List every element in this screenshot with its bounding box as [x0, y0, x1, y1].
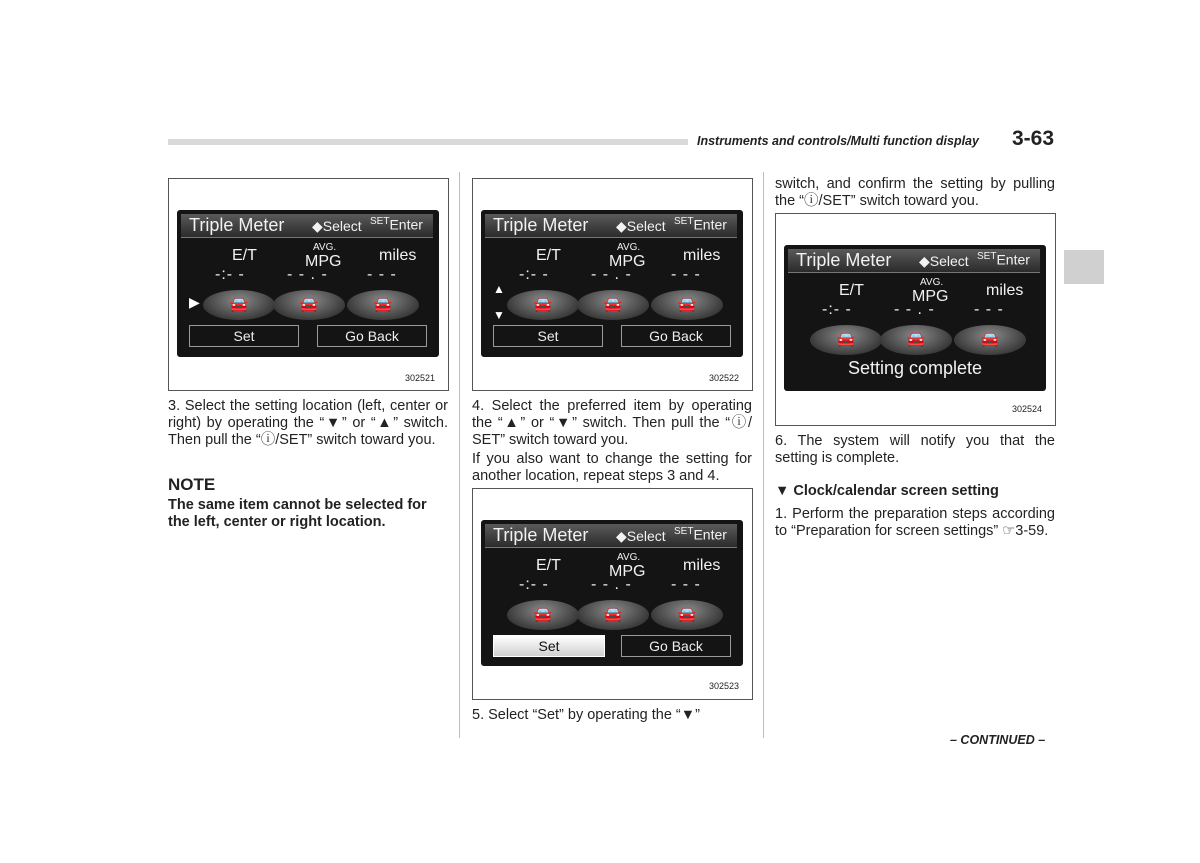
value-right: - - -: [671, 576, 701, 593]
fuel-car-icon: 🚘: [577, 290, 649, 320]
select-hint: ◆Select: [616, 218, 666, 234]
figure-302524: [775, 213, 1056, 426]
label-avg: AVG.: [920, 277, 944, 288]
value-center: - - . -: [894, 301, 935, 318]
section-heading: ▼ Clock/calendar screen setting: [775, 483, 999, 499]
screen-title-bar: [788, 249, 1040, 273]
step-4-text: 4. Select the preferred item by operating the “▲” or “▼” switch. Then pull the “ⓘ/ SET” switch toward you.: [472, 398, 752, 448]
label-et: E/T: [536, 557, 561, 574]
figure-code: 302521: [405, 373, 436, 383]
enter-hint: $^{SET}$Enter: [674, 216, 727, 233]
value-left: -:- -: [822, 301, 852, 318]
step-5-continuation: switch, and confirm the setting by pulling the “ⓘ/SET” switch toward you.: [775, 176, 1055, 209]
label-et: E/T: [839, 282, 864, 299]
display-screen: [784, 245, 1046, 391]
select-hint: ◆Select: [312, 218, 362, 234]
go-back-button: Go Back: [317, 325, 427, 347]
trip-car-icon: 🚘: [651, 600, 723, 630]
fuel-car-icon: 🚘: [880, 325, 952, 355]
step-6-text: 6. The system will notify you that the setting is complete.: [775, 433, 1055, 466]
value-right: - - -: [367, 266, 397, 283]
setting-complete-message: Setting complete: [847, 358, 983, 378]
clock-car-icon: 🚘: [203, 290, 275, 320]
page-number: 3-63: [1012, 127, 1055, 150]
label-et: E/T: [232, 247, 257, 264]
updown-icon: ◆: [616, 528, 627, 544]
label-avg: AVG.: [617, 552, 641, 563]
updown-icon: ◆: [312, 218, 323, 234]
label-miles: miles: [683, 557, 721, 574]
display-screen: [481, 210, 743, 357]
set-button: Set: [189, 325, 299, 347]
fuel-car-icon: 🚘: [577, 600, 649, 630]
arrow-up-icon: ▲: [493, 282, 505, 296]
chapter-thumb-tab: [1064, 250, 1104, 284]
figure-302522: [472, 178, 753, 391]
clock-car-icon: 🚘: [507, 290, 579, 320]
figure-code: 302522: [709, 373, 740, 383]
select-hint: ◆Select: [616, 528, 666, 544]
figure-302523: [472, 488, 753, 700]
trip-car-icon: 🚘: [954, 325, 1026, 355]
value-center: - - . -: [591, 576, 632, 593]
note-body: The same item cannot be selected for the left, center or right location.: [168, 497, 427, 530]
arrow-down-icon: ▼: [493, 308, 505, 322]
column-divider-2: [763, 172, 764, 738]
display-screen: [177, 210, 439, 357]
screen-title: Triple Meter: [493, 215, 589, 235]
note-heading: NOTE: [168, 475, 216, 494]
set-button-highlighted: Set: [493, 635, 605, 657]
figure-code: 302523: [709, 681, 740, 691]
figure-302521: [168, 178, 449, 391]
screen-title: Triple Meter: [493, 525, 589, 545]
value-center: - - . -: [287, 266, 328, 283]
label-mpg: MPG: [305, 253, 342, 270]
trip-car-icon: 🚘: [651, 290, 723, 320]
value-center: - - . -: [591, 266, 632, 283]
clock-car-icon: 🚘: [507, 600, 579, 630]
label-mpg: MPG: [609, 563, 646, 580]
arrow-right-icon: ▶: [189, 294, 200, 310]
label-mpg: MPG: [609, 253, 646, 270]
continued-label: – CONTINUED –: [950, 733, 1046, 747]
label-avg: AVG.: [313, 242, 337, 253]
screen-title-bar: [181, 214, 433, 238]
set-button: Set: [493, 325, 603, 347]
screen-title-bar: [485, 524, 737, 548]
repeat-steps-text: If you also want to change the setting for another location, repeat steps 3 and 4.: [472, 451, 752, 484]
section-title: Instruments and controls/Multi function display: [697, 134, 979, 148]
updown-icon: ◆: [616, 218, 627, 234]
display-screen: [481, 520, 743, 666]
enter-hint: $^{SET}$Enter: [674, 526, 727, 543]
label-miles: miles: [683, 247, 721, 264]
step-1-text: 1. Perform the preparation steps according to “Preparation for screen settings” ☞3-59.: [775, 506, 1055, 539]
step-5-text: 5. Select “Set” by operating the “▼”: [472, 707, 700, 723]
go-back-button: Go Back: [621, 325, 731, 347]
step-3-text: 3. Select the setting location (left, center or right) by operating the “▼” or “▲” switch. Then pull the “ⓘ/SET” switch toward you.: [168, 398, 448, 448]
value-left: -:- -: [215, 266, 245, 283]
trip-car-icon: 🚘: [347, 290, 419, 320]
enter-hint: $^{SET}$Enter: [370, 216, 423, 233]
screen-title: Triple Meter: [796, 250, 892, 270]
enter-hint: $^{SET}$Enter: [977, 251, 1030, 268]
value-left: -:- -: [519, 576, 549, 593]
fuel-car-icon: 🚘: [273, 290, 345, 320]
go-back-button: Go Back: [621, 635, 731, 657]
value-right: - - -: [974, 301, 1004, 318]
label-miles: miles: [379, 247, 417, 264]
header-rule: [168, 139, 688, 145]
value-right: - - -: [671, 266, 701, 283]
value-left: -:- -: [519, 266, 549, 283]
updown-icon: ◆: [919, 253, 930, 269]
label-avg: AVG.: [617, 242, 641, 253]
label-et: E/T: [536, 247, 561, 264]
clock-car-icon: 🚘: [810, 325, 882, 355]
label-mpg: MPG: [912, 288, 949, 305]
figure-code: 302524: [1012, 404, 1043, 414]
label-miles: miles: [986, 282, 1024, 299]
screen-title: Triple Meter: [189, 215, 285, 235]
select-hint: ◆Select: [919, 253, 969, 269]
screen-title-bar: [485, 214, 737, 238]
column-divider-1: [459, 172, 460, 738]
